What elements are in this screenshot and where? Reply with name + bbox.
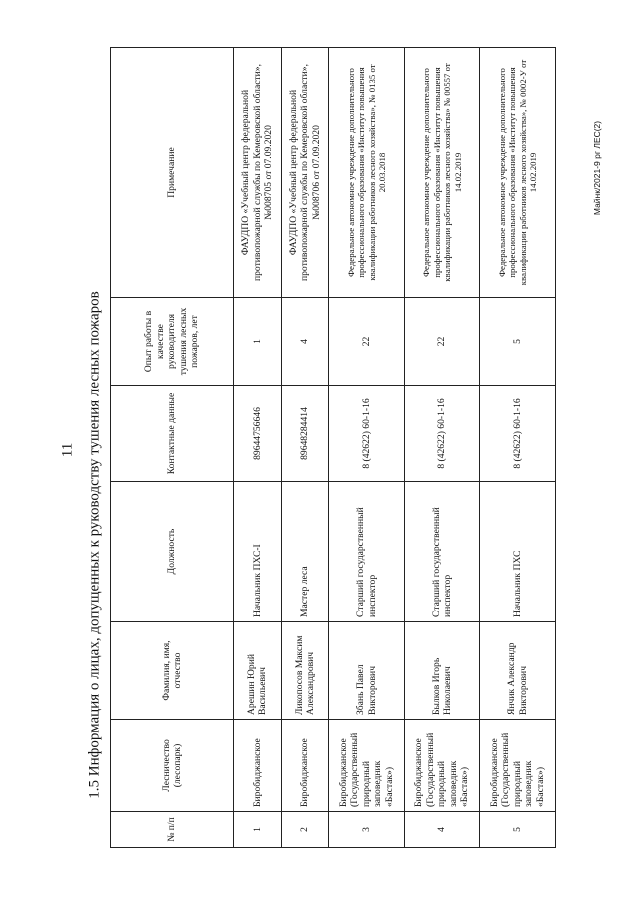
cell-contact: 89644756646 xyxy=(234,386,282,482)
header-experience: Опыт работы в качестве руководителя тушения лесных пожаров, лет xyxy=(111,298,234,386)
header-contact: Контактные данные xyxy=(111,386,234,482)
cell-forestry: Биробиджанское (Государственный природный заповедник «Бастак») xyxy=(480,720,556,812)
cell-experience: 22 xyxy=(404,298,480,386)
cell-note: ФАУДПО «Учебный центр федеральной противопожарной службы по Кемеровской области», №008705 от 07.09.2020 xyxy=(234,48,282,298)
cell-contact: 8 (42622) 60-1-16 xyxy=(329,386,405,482)
cell-name: Арешин Юрий Васильевич xyxy=(234,622,282,720)
cell-num: 1 xyxy=(234,812,282,848)
table-row xyxy=(480,48,556,848)
cell-name: Янчик Александр Викторович xyxy=(480,622,556,720)
cell-position: Мастер леса xyxy=(281,482,329,622)
table-row xyxy=(329,48,405,848)
cell-contact: 8 (42622) 60-1-16 xyxy=(480,386,556,482)
page-number: 11 xyxy=(59,442,76,458)
cell-contact: 8 (42622) 60-1-16 xyxy=(404,386,480,482)
cell-note: Федеральное автономное учреждение дополнительного профессионального образования «Институт повышения квалификации работников лесного хозяйства», № 0002-У от 14.02.2019 xyxy=(480,48,556,298)
cell-forestry: Биробиджанское (Государственный природный заповедник «Бастак») xyxy=(404,720,480,812)
header-note: Примечание xyxy=(111,48,234,298)
cell-experience: 22 xyxy=(329,298,405,386)
cell-num: 4 xyxy=(404,812,480,848)
cell-experience: 4 xyxy=(281,298,329,386)
cell-forestry: Биробиджанское xyxy=(234,720,282,812)
table-row xyxy=(281,48,329,848)
cell-num: 3 xyxy=(329,812,405,848)
header-num: № п/п xyxy=(111,812,234,848)
firefighting-leaders-table-container xyxy=(110,48,556,848)
cell-contact: 89648284414 xyxy=(281,386,329,482)
cell-num: 5 xyxy=(480,812,556,848)
cell-note: Федеральное автономное учреждение дополнительного профессионального образования «Институт повышения квалификации работников лесного хозяйства» № 00557 от 14.02.2019 xyxy=(404,48,480,298)
firefighting-leaders-table xyxy=(110,47,556,848)
header-name: Фамилия, имя, отчество xyxy=(111,622,234,720)
cell-position: Старший государственный инспектор xyxy=(329,482,405,622)
header-position: Должность xyxy=(111,482,234,622)
cell-forestry: Биробиджанское (Государственный природный заповедник «Бастак») xyxy=(329,720,405,812)
cell-experience: 1 xyxy=(234,298,282,386)
cell-note: ФАУДПО «Учебный центр федеральной противопожарной службы по Кемеровской области», №008706 от 07.09.2020 xyxy=(281,48,329,298)
cell-name: Ликопосов Максим Александрович xyxy=(281,622,329,720)
section-title: 1.5 Информация о лицах, допущенных к руководству тушения лесных пожаров xyxy=(86,291,103,799)
cell-position: Начальник ПХС xyxy=(480,482,556,622)
cell-name: Былков Игорь Николаевич xyxy=(404,622,480,720)
table-row xyxy=(234,48,282,848)
cell-experience: 5 xyxy=(480,298,556,386)
footer-code: Майнк/2021-9 рг ЛЕС(2) xyxy=(592,120,602,216)
header-forestry: Лесничество (лесопарк) xyxy=(111,720,234,812)
cell-note: Федеральное автономное учреждение дополнительного профессионального образования «Институт повышения квалификации работников лесного хозяйства», № 0135 от 20.03.2018 xyxy=(329,48,405,298)
table-row xyxy=(404,48,480,848)
cell-name: Збань Павел Викторович xyxy=(329,622,405,720)
cell-num: 2 xyxy=(281,812,329,848)
table-header-row xyxy=(111,48,234,848)
cell-position: Начальник ПХС-I xyxy=(234,482,282,622)
cell-forestry: Биробиджанское xyxy=(281,720,329,812)
cell-position: Старший государственный инспектор xyxy=(404,482,480,622)
